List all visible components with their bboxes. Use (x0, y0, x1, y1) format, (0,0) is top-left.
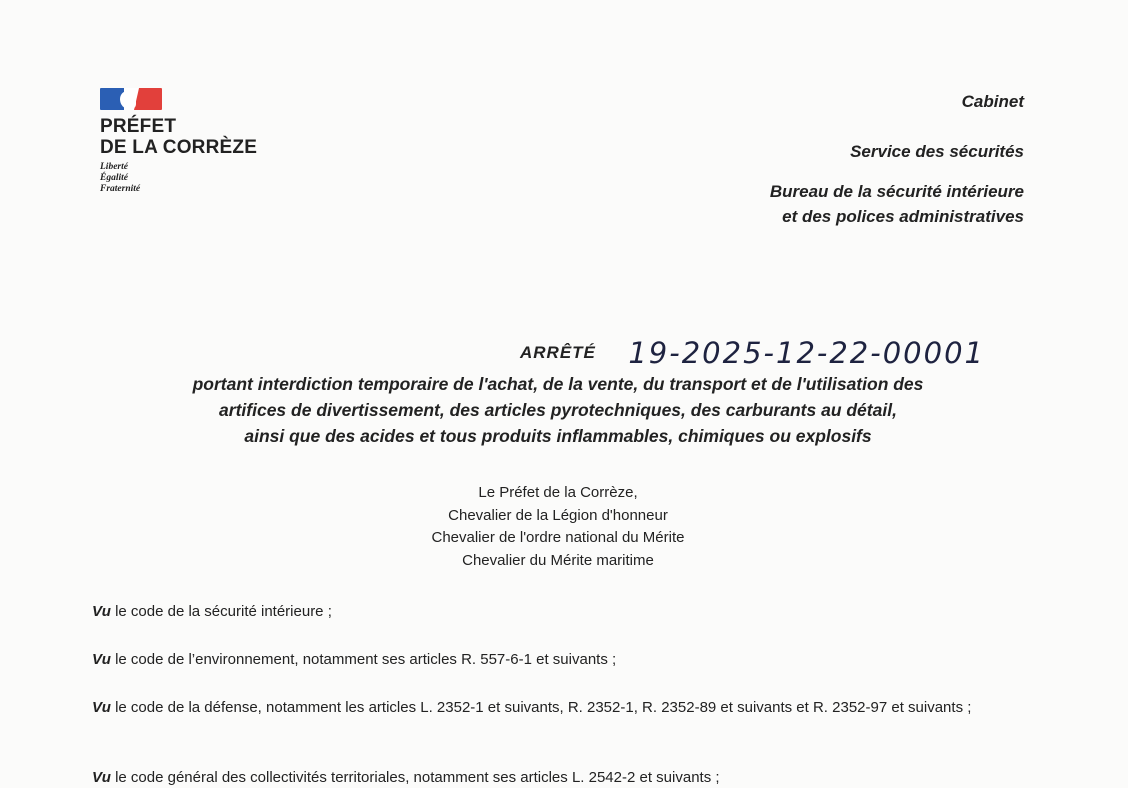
arrete-label: ARRÊTÉ (520, 343, 596, 362)
object-line: artifices de divertissement, des articles pyrotechniques, des carburants au détail, (219, 400, 897, 420)
arrete-heading (520, 336, 985, 370)
prefet-title-line: Chevalier du Mérite maritime (462, 551, 654, 569)
authority-line-2: DE LA CORRÈZE (100, 137, 258, 158)
bureau-line-2: et des polices administratives (782, 207, 1024, 226)
visa-vu: Vu (92, 769, 111, 786)
prefecture-logo (100, 88, 257, 195)
visa-vu: Vu (92, 699, 111, 716)
visa-text: le code de la défense, notamment les articles L. 2352-1 et suivants, R. 2352-1, R. 2352-89 et suivants et R. 2352-97 et suivants ; (110, 699, 972, 716)
visa-text: le code de l’environnement, notamment ses articles R. 557-6-1 et suivants ; (110, 651, 617, 668)
visa-text: le code de la sécurité intérieure ; (110, 603, 332, 620)
object-line: portant interdiction temporaire de l'achat, de la vente, du transport et de l'utilisation des (192, 374, 924, 394)
visa-item (92, 602, 332, 622)
arrete-handwritten-number: 19-2025-12-22-00001 (628, 336, 985, 370)
marianne-flag-icon (100, 88, 162, 110)
object-line: ainsi que des acides et tous produits inflammables, chimiques ou explosifs (244, 426, 872, 446)
authority-name (100, 116, 257, 158)
arrete-object (100, 371, 1016, 449)
prefet-title-line: Chevalier de la Légion d'honneur (448, 506, 668, 524)
motto-egalite: Égalité (100, 173, 128, 183)
service-name: Service des sécurités (850, 142, 1024, 161)
republic-motto (100, 162, 257, 195)
visa-vu: Vu (92, 651, 111, 668)
motto-liberte: Liberté (100, 162, 128, 172)
authority-line-1: PRÉFET (100, 116, 177, 137)
visa-item (92, 768, 720, 788)
visa-item (92, 698, 1022, 718)
issuing-service (770, 91, 1024, 229)
prefet-title-line: Le Préfet de la Corrèze, (478, 484, 638, 501)
service-bureau (770, 179, 1024, 229)
bureau-line-1: Bureau de la sécurité intérieure (769, 182, 1024, 201)
visa-item (92, 650, 616, 670)
prefet-title-line: Chevalier de l'ordre national du Mérite (431, 529, 685, 546)
prefet-titles (100, 482, 1016, 572)
service-cabinet: Cabinet (961, 92, 1024, 111)
visa-text: le code général des collectivités territoriales, notamment ses articles L. 2542-2 et suivants ; (110, 769, 720, 786)
visa-vu: Vu (92, 603, 111, 620)
motto-fraternite: Fraternité (100, 184, 141, 194)
